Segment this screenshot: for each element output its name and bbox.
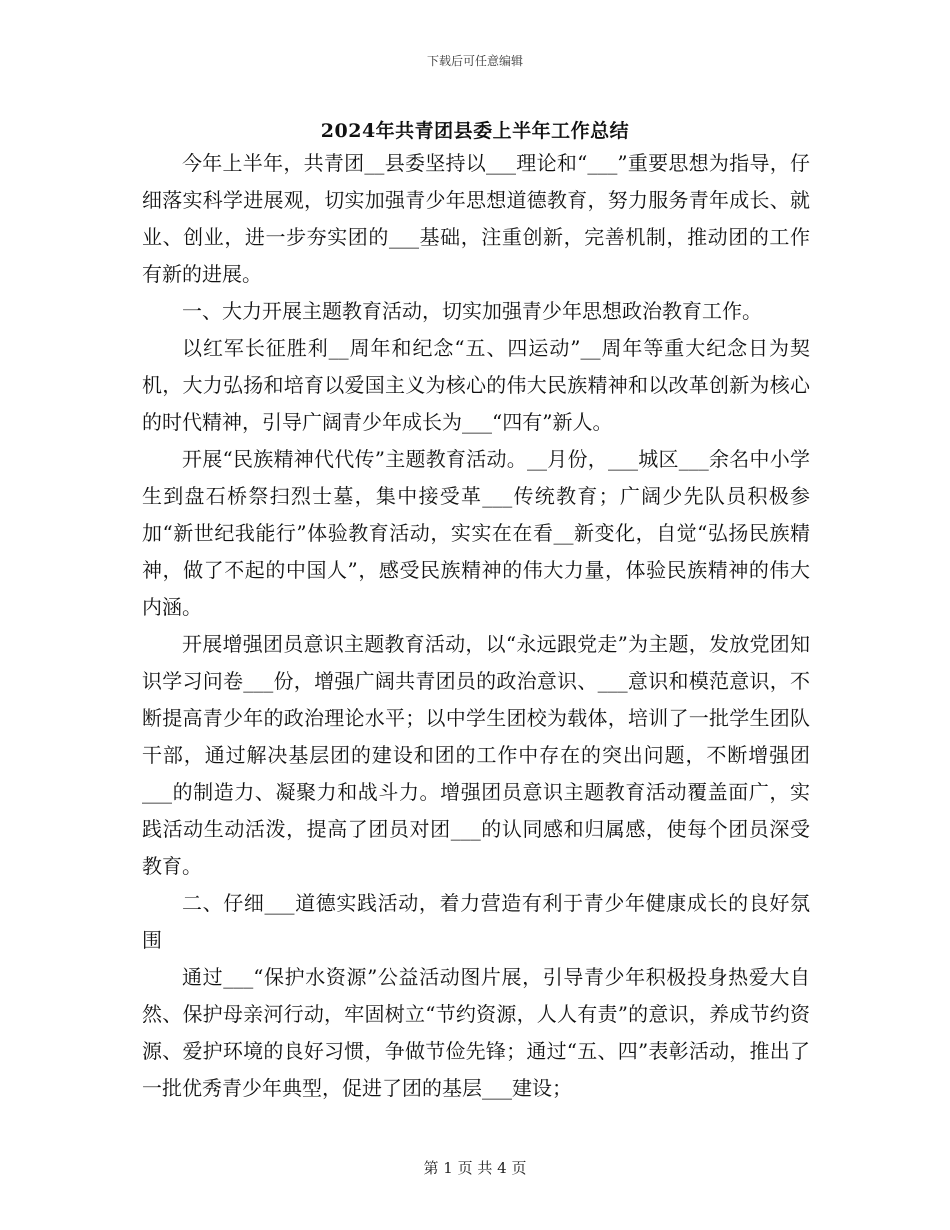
- paragraph-intro: 今年上半年，共青团__县委坚持以___理论和“___”重要思想为指导，仔细落实科学进展观，切实加强青少年思想道德教育，努力服务青年成长、就业、创业，进一步夯实团的___基础，注重创新，完善机制，推动团的工作有新的进展。: [142, 151, 810, 286]
- section-heading-1: 一、大力开展主题教育活动，切实加强青少年思想政治教育工作。: [182, 299, 762, 323]
- paragraph-national-spirit: 开展“民族精神代代传”主题教育活动。__月份，___城区___余名中小学生到盘石桥祭扫烈士墓，集中接受革___传统教育；广阔少先队员积极参加“新世纪我能行”体验教育活动，实实在在看__新变化，自觉“弘扬民族精神，做了不起的中国人”，感受民族精神的伟大力量，体验民族精神的伟大内涵。: [142, 447, 810, 619]
- document-title: 2024年共青团县委上半年工作总结: [320, 120, 630, 142]
- paragraph-member-awareness: 开展增强团员意识主题教育活动，以“永远跟党走”为主题，发放党团知识学习问卷___份，增强广阔共青团员的政治意识、___意识和模范意识，不断提高青少年的政治理论水平；以中学生团校为载体，培训了一批学生团队干部，通过解决基层团的建设和团的工作中存在的突出问题，不断增强团___的制造力、凝聚力和战斗力。增强团员意识主题教育活动覆盖面广，实践活动生动活泼，提高了团员对团___的认同感和归属感，使每个团员深受教育。: [142, 632, 810, 878]
- page-number: 第 1 页 共 4 页: [423, 1159, 527, 1177]
- header-note: 下载后可任意编辑: [426, 54, 523, 68]
- paragraph-water-resources: 通过___“保护水资源”公益活动图片展，引导青少年积极投身热爱大自然、保护母亲河行动，牢固树立“节约资源，人人有责”的意识，养成节约资源、爱护环境的良好习惯，争做节俭先锋；通过“五、四”表彰活动，推出了一批优秀青少年典型，促进了团的基层___建设；: [142, 965, 810, 1100]
- paragraph-anniversary: 以红军长征胜利__周年和纪念“五、四运动”__周年等重大纪念日为契机，大力弘扬和培育以爱国主义为核心的伟大民族精神和以改革创新为核心的时代精神，引导广阔青少年成长为___“四有”新人。: [142, 336, 810, 434]
- section-heading-2: 二、仔细___道德实践活动，着力营造有利于青少年健康成长的良好氛围: [142, 891, 810, 952]
- document-body: [142, 145, 810, 1107]
